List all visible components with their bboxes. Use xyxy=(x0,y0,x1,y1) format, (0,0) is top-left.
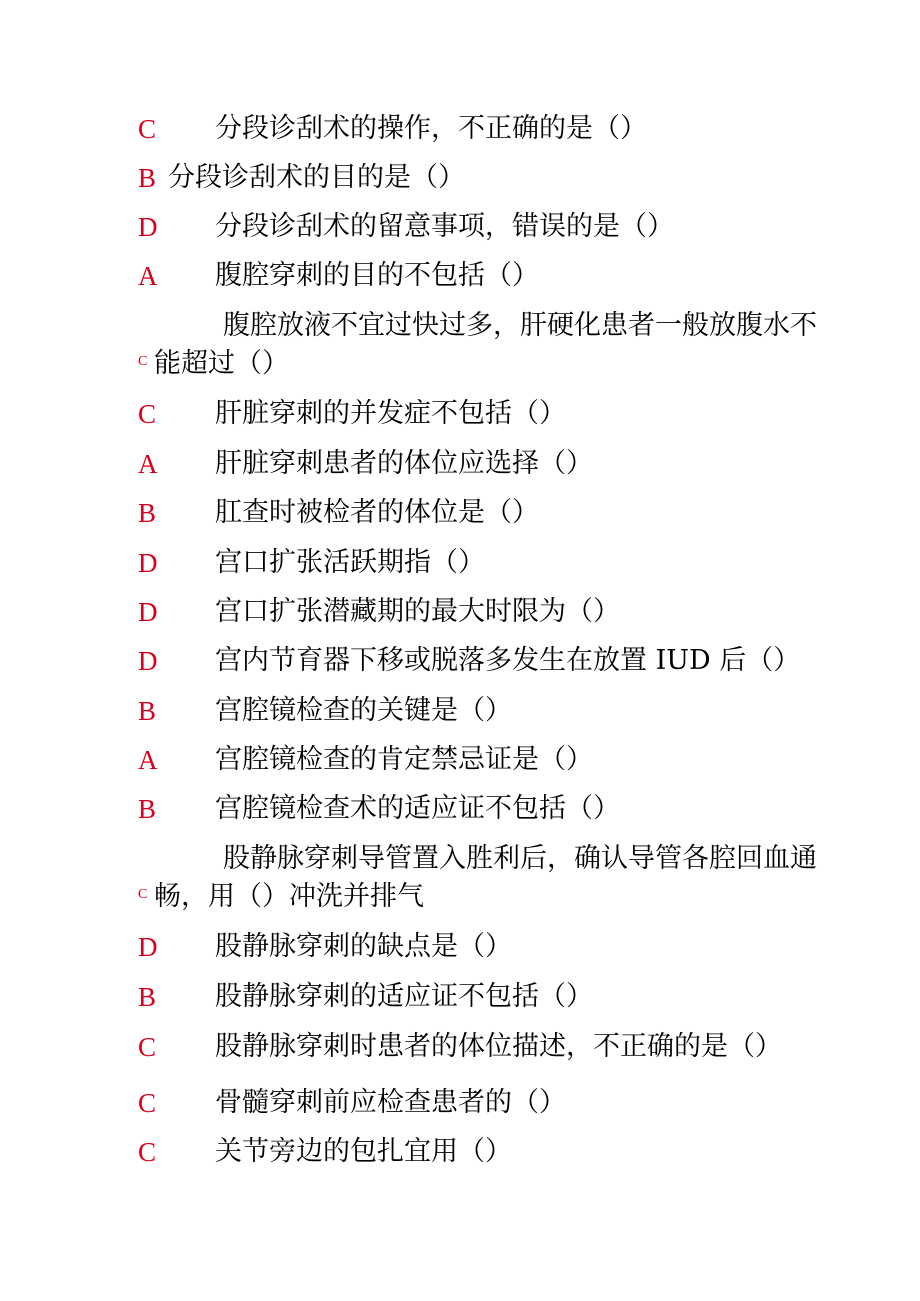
question-text: 宫内节育器下移或脱落多发生在放置 IUD 后（） xyxy=(215,645,801,676)
question-text: 宫腔镜检查的肯定禁忌证是（） xyxy=(215,744,593,775)
answer-letter: C xyxy=(138,1137,157,1167)
question-text-line1: 股静脉穿刺导管置入胜利后，确认导管各腔回血通 xyxy=(223,843,817,874)
question-text: 宫口扩张潜藏期的最大时限为（） xyxy=(215,596,620,627)
list-item xyxy=(0,842,920,918)
answer-letter: A xyxy=(138,745,158,775)
question-text: 宫腔镜检查的关键是（） xyxy=(215,695,512,726)
answer-letter: A xyxy=(138,261,158,291)
question-text-line2: 畅，用（）冲洗并排气 xyxy=(154,881,424,912)
question-text: 分段诊刮术的留意事项，错误的是（） xyxy=(215,211,674,242)
question-text: 骨髓穿刺前应检查患者的（） xyxy=(215,1087,566,1118)
list-item xyxy=(0,309,920,385)
question-text: 关节旁边的包扎宜用（） xyxy=(215,1136,512,1167)
question-text: 肛查时被检者的体位是（） xyxy=(215,497,539,528)
answer-letter: C xyxy=(138,1088,157,1118)
answer-letter: C xyxy=(138,354,148,369)
answer-letter: D xyxy=(138,932,158,962)
question-text: 股静脉穿刺的缺点是（） xyxy=(215,931,512,962)
answer-letter: B xyxy=(138,498,157,528)
question-text: 分段诊刮术的操作，不正确的是（） xyxy=(215,113,647,144)
question-text: 分段诊刮术的目的是（） xyxy=(168,162,465,193)
answer-letter: D xyxy=(138,597,158,627)
answer-letter: C xyxy=(138,399,157,429)
question-text: 宫口扩张活跃期指（） xyxy=(215,547,485,578)
question-text: 股静脉穿刺时患者的体位描述，不正确的是（） xyxy=(215,1031,782,1062)
question-text-line1: 腹腔放液不宜过快过多，肝硬化患者一般放腹水不 xyxy=(223,310,817,341)
answer-letter: C xyxy=(138,1032,157,1062)
answer-letter: D xyxy=(138,548,158,578)
answer-letter: C xyxy=(138,887,148,902)
answer-letter: A xyxy=(138,449,158,479)
question-text: 股静脉穿刺的适应证不包括（） xyxy=(215,981,593,1012)
answer-letter: B xyxy=(138,794,157,824)
question-text-line2: 能超过（） xyxy=(154,348,289,379)
question-text: 宫腔镜检查术的适应证不包括（） xyxy=(215,793,620,824)
question-text: 肝脏穿刺的并发症不包括（） xyxy=(215,398,566,429)
answer-letter: D xyxy=(138,212,158,242)
question-text: 肝脏穿刺患者的体位应选择（） xyxy=(215,448,593,479)
answer-letter: B xyxy=(138,982,157,1012)
question-text: 腹腔穿刺的目的不包括（） xyxy=(215,260,539,291)
answer-letter: B xyxy=(138,696,157,726)
answer-letter: C xyxy=(138,114,157,144)
answer-letter: B xyxy=(138,163,157,193)
answer-letter: D xyxy=(138,646,158,676)
